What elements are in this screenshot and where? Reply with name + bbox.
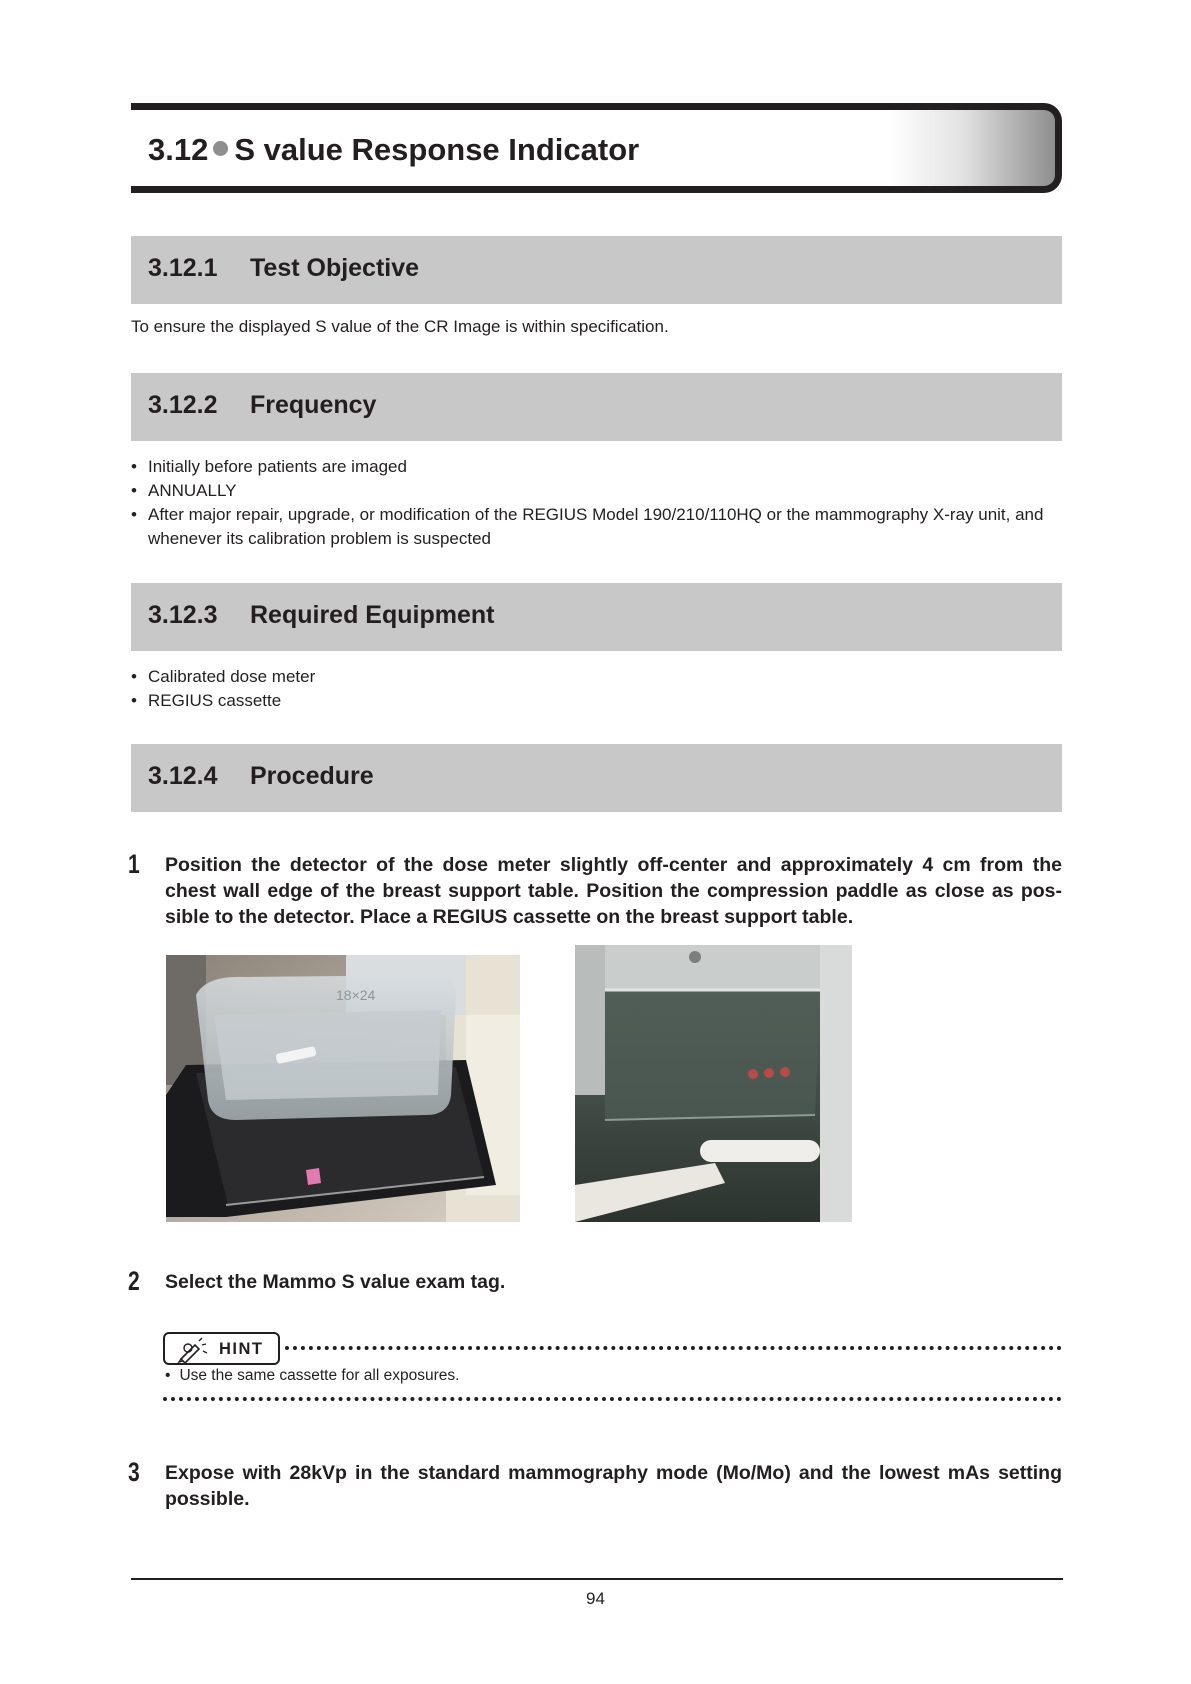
hint-item bbox=[165, 1367, 459, 1385]
hint-label: HINT bbox=[219, 1340, 264, 1358]
bullet-icon: • bbox=[131, 481, 137, 500]
paddle-label: 18×24 bbox=[336, 987, 376, 1003]
page-number: 94 bbox=[586, 1589, 605, 1608]
section-header-procedure bbox=[131, 744, 1062, 812]
section-header-test-objective bbox=[131, 236, 1062, 304]
section-header-frequency bbox=[131, 373, 1062, 441]
step-number: 3 bbox=[128, 1457, 140, 1487]
equipment-list bbox=[131, 665, 1063, 713]
list-item bbox=[131, 455, 1063, 479]
step-text: Select the Mammo S value exam tag. bbox=[165, 1271, 506, 1293]
photo-detector-image bbox=[575, 945, 852, 1222]
section-number: 3.12.3 bbox=[148, 601, 218, 629]
chapter-dot-icon bbox=[213, 141, 228, 156]
section-number: 3.12.2 bbox=[148, 391, 218, 419]
list-item-text: ANNUALLY bbox=[148, 481, 237, 500]
chapter-title-text: S value Response Indicator bbox=[234, 132, 640, 167]
section-title-text: Test Objective bbox=[250, 254, 420, 282]
section-title bbox=[148, 762, 374, 791]
step-text: Position the detector of the dose meter slightly off-center and approximately 4 cm from the chest wall edge of the breast support table. Position the compression paddle as close as pos-sible to the detector. Place a REGIUS cassette on the breast support table. bbox=[165, 854, 1062, 928]
section-title-text: Frequency bbox=[250, 391, 377, 419]
list-item bbox=[131, 479, 1063, 503]
bullet-icon: • bbox=[131, 457, 137, 476]
list-item bbox=[131, 503, 1063, 551]
hint-box bbox=[163, 1332, 280, 1365]
step-number: 1 bbox=[128, 849, 140, 879]
list-item-text: Initially before patients are imaged bbox=[148, 457, 407, 476]
section-header-required-equipment bbox=[131, 583, 1062, 651]
section-number: 3.12.4 bbox=[148, 762, 218, 790]
objective-text: To ensure the displayed S value of the CR Image is within specification. bbox=[131, 317, 669, 336]
photo-cassette-on-support-table bbox=[166, 955, 520, 1222]
section-title-text: Procedure bbox=[250, 762, 374, 790]
section-number: 3.12.1 bbox=[148, 254, 218, 282]
hint-dotted-rule-bottom bbox=[163, 1397, 1062, 1401]
list-item-text: Calibrated dose meter bbox=[148, 667, 316, 686]
footer-rule bbox=[131, 1578, 1063, 1580]
chapter-title bbox=[148, 132, 639, 168]
photo-cassette-image bbox=[166, 955, 520, 1222]
pencil-hint-icon bbox=[177, 1337, 209, 1363]
step-number: 2 bbox=[128, 1266, 140, 1296]
section-title bbox=[148, 391, 376, 420]
list-item-text: REGIUS cassette bbox=[148, 691, 282, 710]
chapter-header bbox=[131, 103, 1062, 193]
section-title bbox=[148, 601, 494, 630]
chapter-number: 3.12 bbox=[148, 132, 209, 167]
hint-dotted-rule-top bbox=[285, 1346, 1062, 1350]
frequency-list bbox=[131, 455, 1063, 551]
bullet-icon: • bbox=[131, 691, 137, 710]
list-item bbox=[131, 689, 1063, 713]
photo-dose-meter-detector bbox=[575, 945, 852, 1222]
step-text: Expose with 28kVp in the standard mammography mode (Mo/Mo) and the lowest mAs setting possible. bbox=[165, 1462, 1062, 1510]
list-item bbox=[131, 665, 1063, 689]
section-title bbox=[148, 254, 419, 283]
list-item-text: After major repair, upgrade, or modification of the REGIUS Model 190/210/110HQ or the mammography X-ray unit, and whenever its calibration problem is suspected bbox=[148, 505, 1044, 548]
section-title-text: Required Equipment bbox=[250, 601, 495, 629]
bullet-icon: • bbox=[131, 667, 137, 686]
bullet-icon: • bbox=[165, 1367, 171, 1384]
hint-item-text: Use the same cassette for all exposures. bbox=[179, 1367, 460, 1384]
bullet-icon: • bbox=[131, 505, 137, 524]
